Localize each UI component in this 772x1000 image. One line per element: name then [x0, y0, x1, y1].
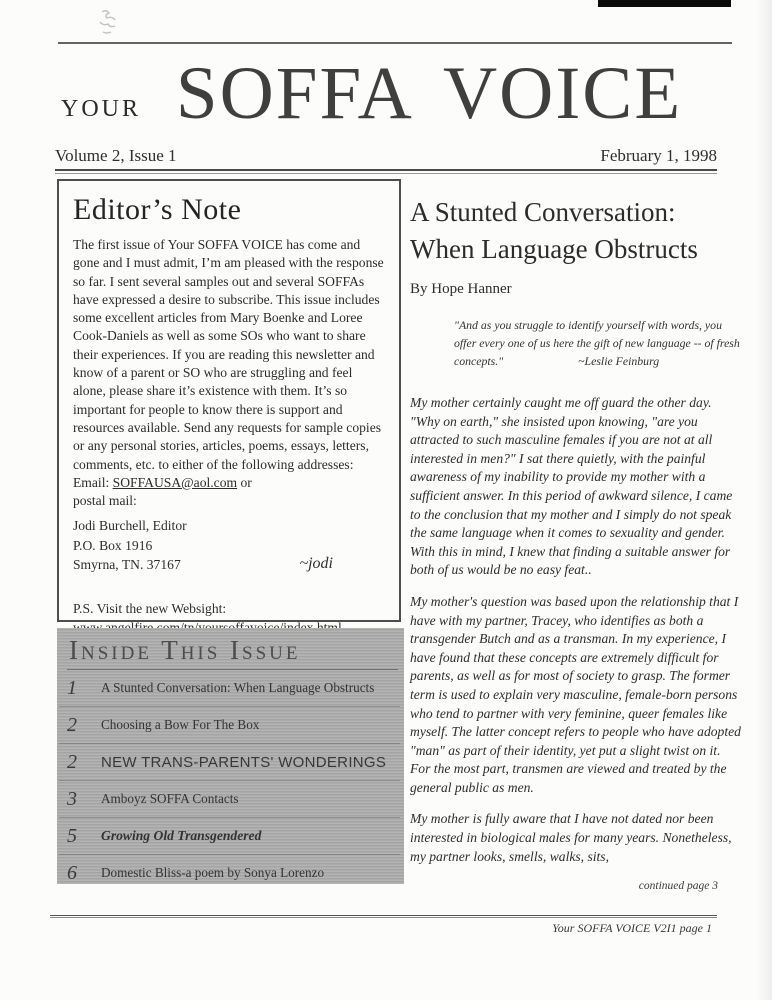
editors-note-body	[73, 236, 385, 492]
toc-page-number: 2	[67, 713, 77, 736]
editors-note-text: The first issue of Your SOFFA VOICE has come and gone and I must admit, I’m am pleased with the response so far. I sent several samples out and several SOFFAs have expressed a desire to subscribe. This issue includes some excellent articles from Mary Boenke and Loree Cook-Daniels as well as some SOs who want to share their experiences. If you are reading this newsletter and know of a parent or SO who are struggling and feel alone, please share it’s existence with them. It’s so important for people to know there is support and resources available. Send any requests for sample copies or any personal stories, articles, poems, essays, letters, comments, etc. to either of the following addresses: Email:	[73, 237, 384, 490]
toc-item-title: Domestic Bliss-a poem by Sonya Lorenzo	[101, 865, 325, 880]
toc-page-number: 5	[67, 824, 77, 847]
article-body	[410, 394, 742, 866]
ps-line: P.S. Visit the new Websight:	[73, 600, 227, 616]
scan-edge-bar	[598, 0, 731, 7]
toc-page-number: 3	[67, 787, 77, 810]
inside-this-issue-box	[57, 628, 404, 884]
toc-page-number: 2	[67, 750, 77, 773]
toc-row	[59, 855, 400, 891]
editors-note-heading: Editor’s Note	[73, 193, 242, 226]
issue-line	[55, 146, 717, 166]
toc-page-number: 1	[67, 676, 77, 699]
po-box-line: P.O. Box 1916	[73, 537, 153, 553]
toc-item-title: Amboyz SOFFA Contacts	[101, 791, 239, 806]
toc-item-title: NEW TRANS-PARENTS' WONDERINGS	[101, 753, 387, 771]
city-signature-row	[73, 555, 385, 575]
header-rule	[55, 169, 717, 174]
article-column	[410, 194, 742, 892]
email-link: SOFFAUSA@aol.com	[112, 474, 238, 490]
quote-attribution: ~Leslie Feinburg	[578, 354, 660, 368]
editor-name-line: Jodi Burchell, Editor	[73, 518, 187, 534]
toc-item-title: Choosing a Bow For The Box	[101, 717, 260, 732]
footer-rule	[50, 915, 717, 918]
volume-label: Volume 2, Issue 1	[55, 146, 177, 165]
toc-item-title: A Stunted Conversation: When Language Obstructs	[101, 680, 375, 695]
toc-row	[59, 707, 400, 744]
toc-heading: Inside This Issue	[67, 635, 398, 670]
pull-quote	[454, 316, 742, 370]
article-paragraph: My mother's question was based upon the relationship that I have with my partner, Tracey, who identifies as both a transgender Butch and as a transman. In my experience, I have found that these concepts are extremely difficult for parents, as well as for most of society to grasp. The former term is used to explain very masculine, female-born persons who tend to partner with very feminine, queer females like myself. The latter concept refers to people who have adopted "man" as part of their identity, yet put a slight twist on it. For the most part, transmen are viewed and treated by the general public as men.	[410, 593, 741, 795]
toc-row	[59, 670, 400, 707]
masthead-title: SOFFA VOICE	[175, 52, 683, 135]
article-title-line2: When Language Obstructs	[410, 234, 698, 264]
article-title-line1: A Stunted Conversation:	[410, 197, 676, 227]
toc-row	[59, 781, 400, 818]
scan-edge-line	[58, 42, 732, 44]
toc-item-title: Growing Old Transgendered	[101, 828, 262, 843]
toc-page-number: 6	[67, 861, 77, 884]
article-title	[410, 194, 742, 268]
scan-smudge	[96, 8, 136, 44]
continued-notice: continued page 3	[638, 880, 718, 893]
footer-page-label: Your SOFFA VOICE V2I1 page 1	[552, 921, 712, 935]
date-label: February 1, 1998	[600, 146, 717, 165]
article-paragraph: My mother certainly caught me off guard the other day. "Why on earth," she insisted upon knowing, "are you attracted to such masculine females if you are not at all interested in men?" I sat there quietly, with the painful awareness of my inability to provide my mother with a sufficient answer. In this period of awkward silence, I came to the conclusion that my mother and I simply do not speak the same language when it comes to sexuality and gender. With this in mind, I knew that finding a suitable answer for both of us would be no easy feat..	[410, 395, 733, 578]
toc-row	[59, 818, 400, 855]
editor-signature: ~jodi	[299, 555, 333, 573]
masthead-kicker: YOUR	[61, 96, 142, 122]
postal-mail-line: postal mail:	[73, 493, 137, 509]
article-byline: By Hope Hanner	[410, 281, 512, 297]
masthead	[55, 52, 717, 135]
scan-right-shade	[756, 0, 772, 1000]
toc-row	[59, 744, 400, 781]
editors-note-box	[57, 179, 401, 622]
quote-text: "And as you struggle to identify yourself with words, you offer every one of us here the gift of new language -- of fresh concepts."	[454, 318, 740, 368]
article-paragraph: My mother is fully aware that I have not dated nor been interested in biological males for many years. Nonetheless, my partner looks, smells, walks, sits,	[410, 811, 732, 864]
editors-note-text-after-email: or	[237, 474, 252, 490]
city-line: Smyrna, TN. 37167	[73, 557, 181, 573]
